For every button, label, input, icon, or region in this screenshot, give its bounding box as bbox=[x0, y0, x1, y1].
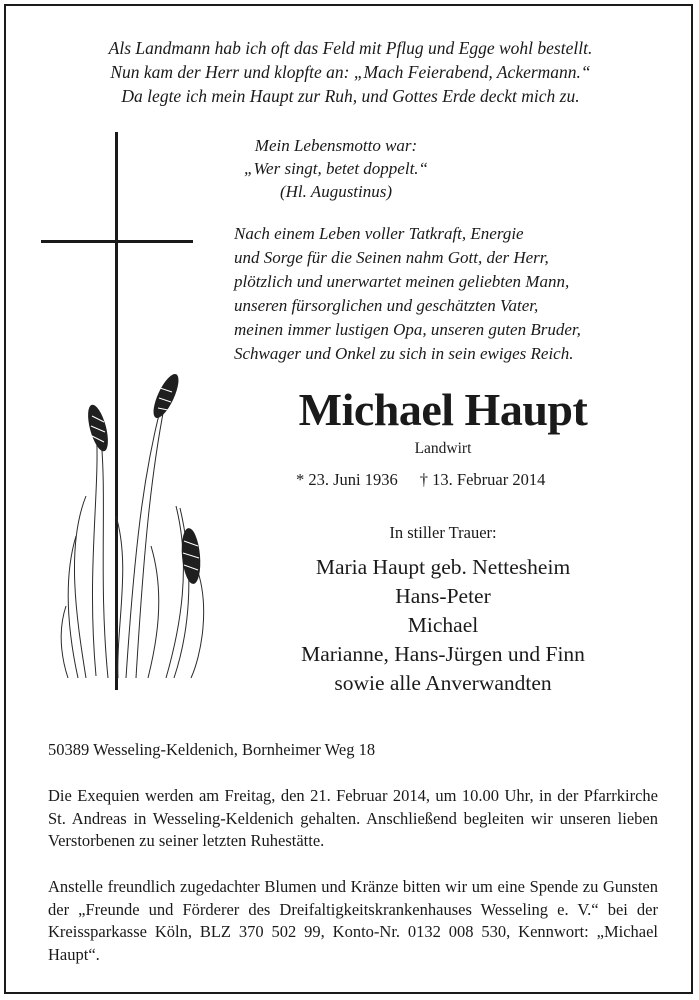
deceased-occupation: Landwirt bbox=[414, 440, 472, 457]
family-list bbox=[243, 553, 643, 698]
family-member: Michael bbox=[407, 613, 479, 637]
life-dates bbox=[296, 469, 545, 491]
intro-line: Nach einem Leben voller Tatkraft, Energie bbox=[234, 224, 524, 243]
poem-line: Da legte ich mein Haupt zur Ruh, und Gottes Erde deckt mich zu. bbox=[121, 86, 580, 106]
donation-info: Anstelle freundlich zugedachter Blumen und Kränze bitten wir um eine Spende zu Gunsten der „Freunde und Förderer des Dreifaltigkeitskrankenhauses Wesseling e. V.“ bei der Kreissparkasse Köln, BLZ 370 502 99, Konto-Nr. 0132 008 530, Kennwort: „Michael Haupt“. bbox=[48, 877, 658, 964]
motto-line: (Hl. Augustinus) bbox=[279, 182, 393, 201]
family-member: Marianne, Hans-Jürgen und Finn bbox=[301, 642, 585, 666]
motto-line: „Wer singt, betet doppelt.“ bbox=[243, 159, 428, 178]
poem-line: Nun kam der Herr und klopfte an: „Mach Feierabend, Ackermann.“ bbox=[110, 62, 591, 82]
intro-line: meinen immer lustigen Opa, unseren guten Bruder, bbox=[234, 320, 581, 339]
intro-line: und Sorge für die Seinen nahm Gott, der Herr, bbox=[234, 248, 549, 267]
birth-date: * 23. Juni 1936 bbox=[296, 470, 398, 489]
death-date: † 13. Februar 2014 bbox=[419, 470, 546, 489]
address: 50389 Wesseling-Keldenich, Bornheimer Weg 18 bbox=[48, 740, 376, 759]
funeral-info: Die Exequien werden am Freitag, den 21. Februar 2014, um 10.00 Uhr, in der Pfarrkirche St. Andreas in Wesseling-Keldenich gehalten. Anschließend begleiten wir unseren lieben Verstorbenen zu seiner letzten Ruhestätte. bbox=[48, 786, 658, 850]
family-member: sowie alle Anverwandten bbox=[334, 671, 552, 695]
family-member: Hans-Peter bbox=[395, 584, 491, 608]
poem bbox=[6, 36, 695, 108]
motto-line: Mein Lebensmotto war: bbox=[254, 136, 418, 155]
mourning-label: In stiller Trauer: bbox=[389, 523, 497, 542]
intro-line: Schwager und Onkel zu sich in sein ewiges Reich. bbox=[234, 344, 574, 363]
deceased-name: Michael Haupt bbox=[298, 384, 588, 435]
obituary-notice bbox=[4, 4, 693, 994]
poem-line: Als Landmann hab ich oft das Feld mit Pflug und Egge wohl bestellt. bbox=[108, 38, 593, 58]
intro-line: plötzlich und unerwartet meinen geliebten Mann, bbox=[234, 272, 570, 291]
family-member: Maria Haupt geb. Nettesheim bbox=[315, 555, 571, 579]
intro-line: unseren fürsorglichen und geschätzten Vater, bbox=[234, 296, 539, 315]
wheat-icon bbox=[56, 366, 226, 686]
intro-text bbox=[234, 222, 581, 366]
life-motto bbox=[196, 134, 476, 203]
